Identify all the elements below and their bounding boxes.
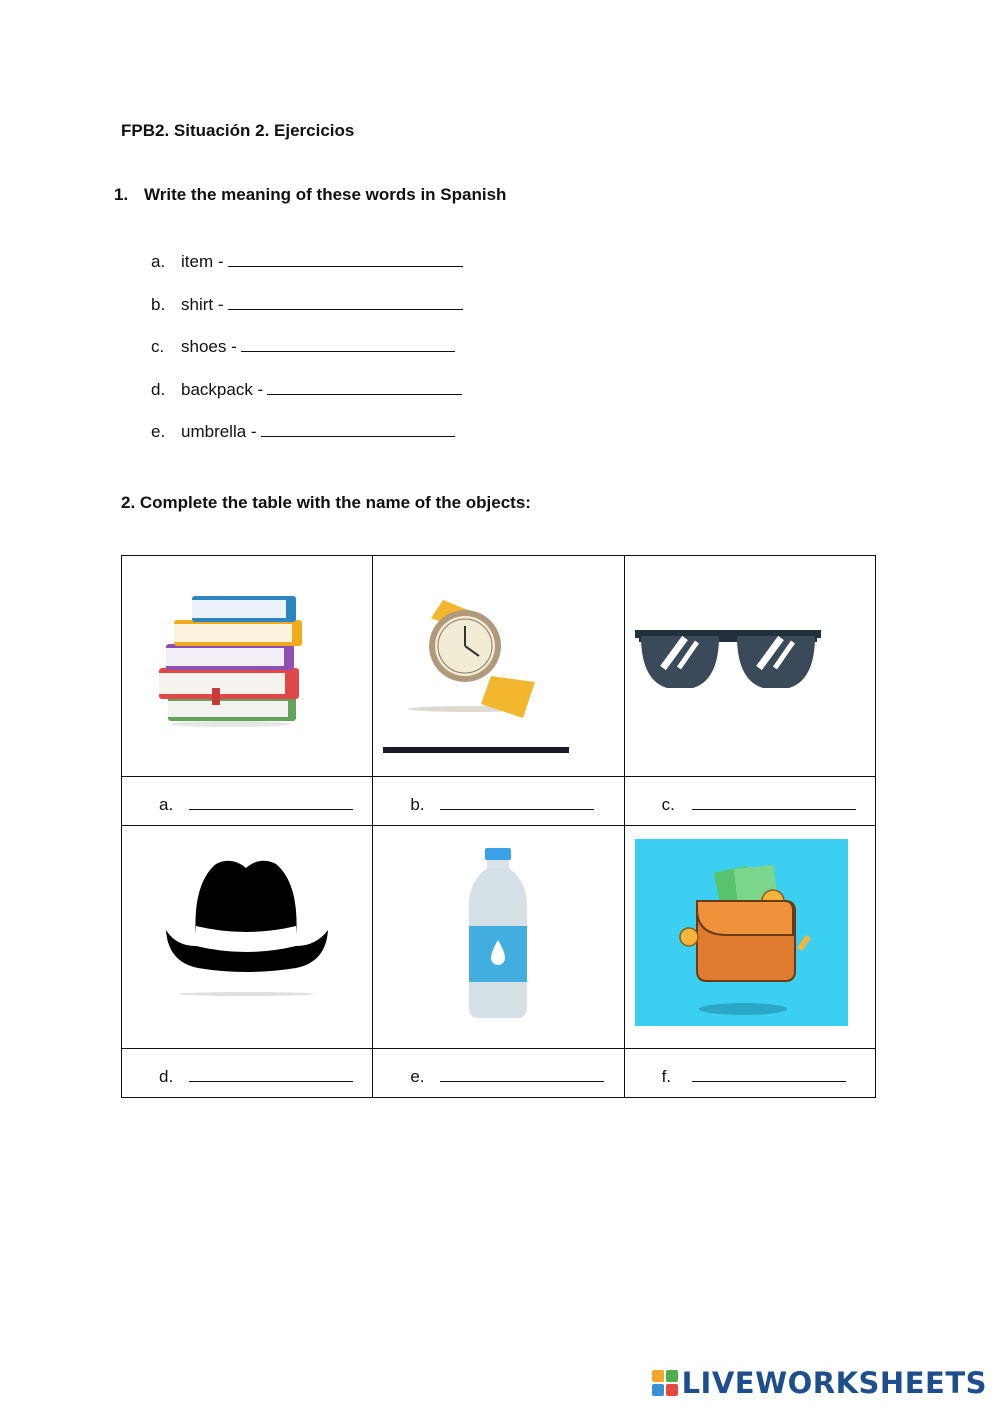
answer-cell-c: [624, 777, 875, 826]
answer-cell-b: [373, 777, 624, 826]
wallet-icon: [635, 839, 848, 1026]
wristwatch-icon: [383, 596, 583, 756]
logo-text: LIVEWORKSHEETS: [681, 1366, 987, 1400]
exercise-1-text: Write the meaning of these words in Spanish: [144, 185, 507, 204]
image-cell-f: [624, 826, 875, 1049]
image-cell-d: [122, 826, 373, 1049]
vocab-letter: d.: [151, 380, 166, 399]
vocab-word: umbrella -: [181, 422, 257, 441]
answer-cell-d: [122, 1049, 373, 1098]
answer-letter: a.: [159, 795, 174, 814]
answer-letter: b.: [410, 795, 425, 814]
answer-blank-2f[interactable]: [692, 1063, 846, 1082]
answer-blank-1e[interactable]: [261, 418, 455, 437]
vocab-item-e: [151, 418, 455, 442]
vocab-word: item -: [181, 252, 224, 271]
answer-letter: d.: [159, 1067, 174, 1086]
answer-letter: f.: [661, 1067, 672, 1086]
image-cell-e: [373, 826, 624, 1049]
answer-cell-a: [122, 777, 373, 826]
hat-icon: [166, 854, 332, 1004]
vocab-letter: c.: [151, 337, 165, 356]
water-bottle-icon: [463, 846, 533, 1021]
stack-of-books-icon: [156, 594, 306, 729]
answer-blank-1d[interactable]: [267, 376, 462, 395]
image-cell-a: [122, 556, 373, 777]
answer-blank-1b[interactable]: [228, 291, 463, 310]
logo-blocks-icon: [652, 1370, 678, 1396]
answer-blank-2a[interactable]: [189, 791, 353, 810]
vocab-word: shoes -: [181, 337, 237, 356]
answer-blank-2d[interactable]: [189, 1063, 353, 1082]
vocab-item-a: [151, 248, 463, 272]
vocab-letter: a.: [151, 252, 166, 271]
liveworksheets-logo: [652, 1366, 987, 1400]
answer-blank-2c[interactable]: [692, 791, 856, 810]
exercise-2-instruction: 2. Complete the table with the name of the objects:: [121, 493, 531, 512]
vocab-item-d: [151, 376, 462, 400]
answer-blank-2b[interactable]: [440, 791, 594, 810]
exercise-1-number: 1.: [114, 185, 129, 204]
vocab-letter: e.: [151, 422, 166, 441]
answer-letter: e.: [410, 1067, 425, 1086]
vocab-word: shirt -: [181, 295, 224, 314]
image-cell-b: [373, 556, 624, 777]
image-cell-c: [624, 556, 875, 777]
vocab-item-b: [151, 291, 463, 315]
answer-cell-f: [624, 1049, 875, 1098]
answer-cell-e: [373, 1049, 624, 1098]
answer-blank-1a[interactable]: [228, 248, 463, 267]
answer-letter: c.: [661, 795, 675, 814]
answer-blank-1c[interactable]: [241, 333, 455, 352]
vocab-letter: b.: [151, 295, 166, 314]
vocab-word: backpack -: [181, 380, 264, 399]
objects-table: [121, 555, 876, 1098]
answer-blank-2e[interactable]: [440, 1063, 604, 1082]
sunglasses-icon: [633, 624, 823, 694]
exercise-1-instruction: [114, 185, 506, 205]
vocab-item-c: [151, 333, 455, 357]
worksheet-title: FPB2. Situación 2. Ejercicios: [121, 121, 355, 140]
